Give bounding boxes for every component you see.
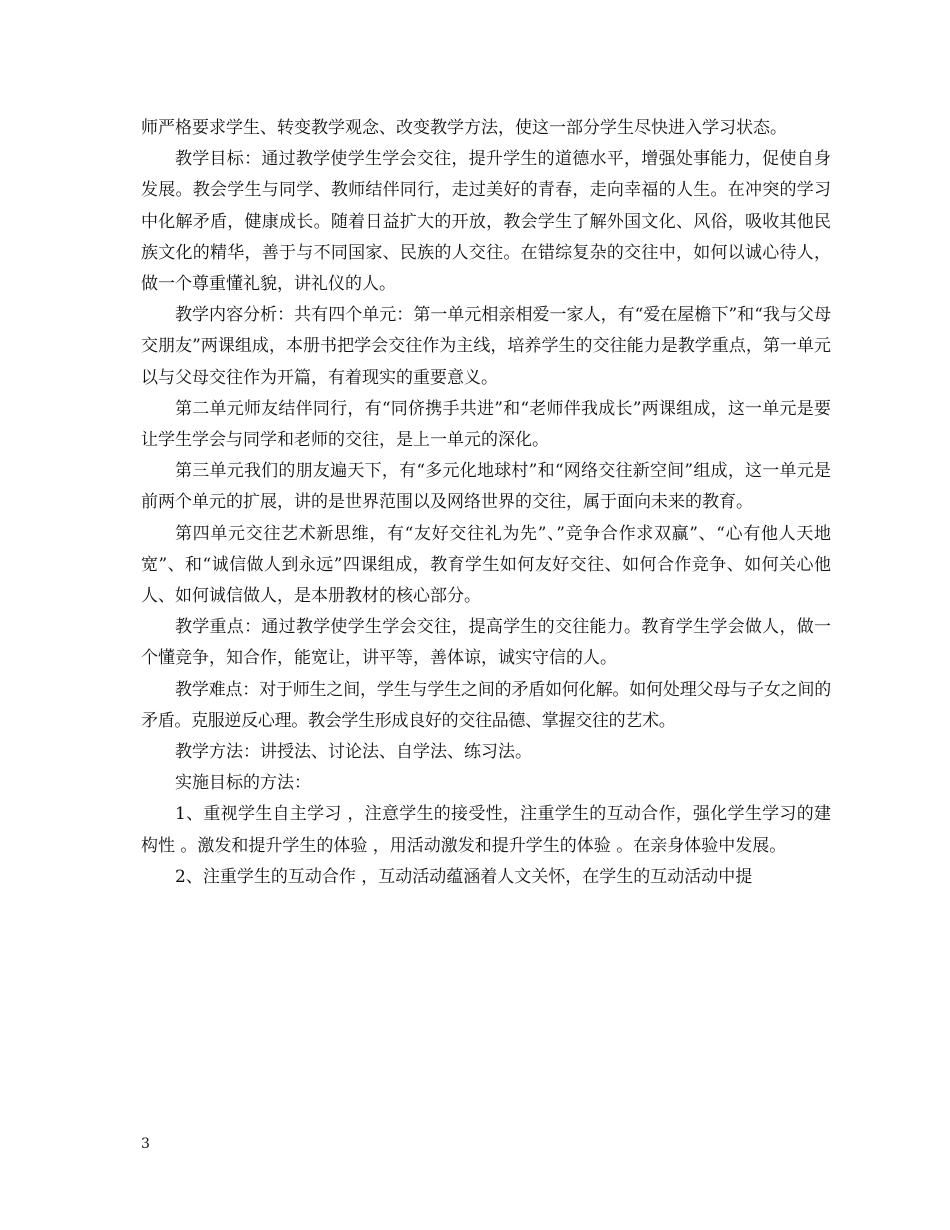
paragraph-teaching-goals: 教学目标：通过教学使学生学会交往，提升学生的道德水平，增强处事能力，促使自身发展。教会学生与同学、教师结伴同行，走过美好的青春，走向幸福的人生。在冲突的学习中化解矛盾，健康成长。随着日益扩大的开放，教会学生了解外国文化、风俗，吸收其他民族文化的精华，善于与不同国家、民族的人交往。在错综复杂的交往中，如何以诚心待人，做一个尊重懂礼貌，讲礼仪的人。	[141, 149, 831, 295]
paragraph-unit-four: 第四单元交往艺术新思维，有“友好交往礼为先”、”竞争合作求双赢”、“心有他人天地宽”、和“诚信做人到永远”四课组成，教育学生如何友好交往、如何合作竞争、如何关心他人、如何诚信做人，是本册教材的核心部分。	[141, 523, 831, 607]
paragraph-item-one: 1、重视学生自主学习 ，注意学生的接受性，注重学生的互动合作，强化学生学习的建构性 。激发和提升学生的体验 ，用活动激发和提升学生的体验 。在亲身体验中发展。	[141, 804, 831, 856]
paragraph-key-points: 教学重点：通过教学使学生学会交往，提高学生的交往能力。教育学生学会做人，做一个懂竞争，知合作，能宽让，讲平等，善体谅，诚实守信的人。	[141, 617, 831, 669]
paragraph-unit-three: 第三单元我们的朋友遍天下，有“多元化地球村”和“网络交往新空间”组成，这一单元是前两个单元的扩展，讲的是世界范围以及网络世界的交往，属于面向未来的教育。	[141, 461, 831, 513]
paragraph-unit-two: 第二单元师友结伴同行，有“同侪携手共进”和“老师伴我成长”两课组成，这一单元是要让学生学会与同学和老师的交往，是上一单元的深化。	[141, 398, 831, 451]
page-number: 3	[141, 1136, 150, 1152]
paragraph-implementation-heading: 实施目标的方法：	[175, 773, 311, 794]
paragraph-continued: 师严格要求学生、转变教学观念、改变教学方法，使这一部分学生尽快进入学习状态。	[141, 118, 787, 138]
paragraph-item-two: 2、注重学生的互动合作 ，互动活动蕴涵着人文关怀，在学生的互动活动中提	[175, 866, 753, 887]
paragraph-content-analysis: 教学内容分析：共有四个单元：第一单元相亲相爱一家人，有“爱在屋檐下”和“我与父母交朋友”两课组成，本册书把学会交往作为主线，培养学生的交往能力是教学重点，第一单元以与父母交往作为开篇，有着现实的重要意义。	[141, 305, 831, 388]
paragraph-difficulties: 教学难点：对于师生之间，学生与学生之间的矛盾如何化解。如何处理父母与子女之间的矛盾。克服逆反心理。教会学生形成良好的交往品德、掌握交往的艺术。	[141, 679, 831, 731]
body-text	[141, 113, 831, 893]
paragraph-methods: 教学方法：讲授法、讨论法、自学法、练习法。	[175, 742, 532, 763]
